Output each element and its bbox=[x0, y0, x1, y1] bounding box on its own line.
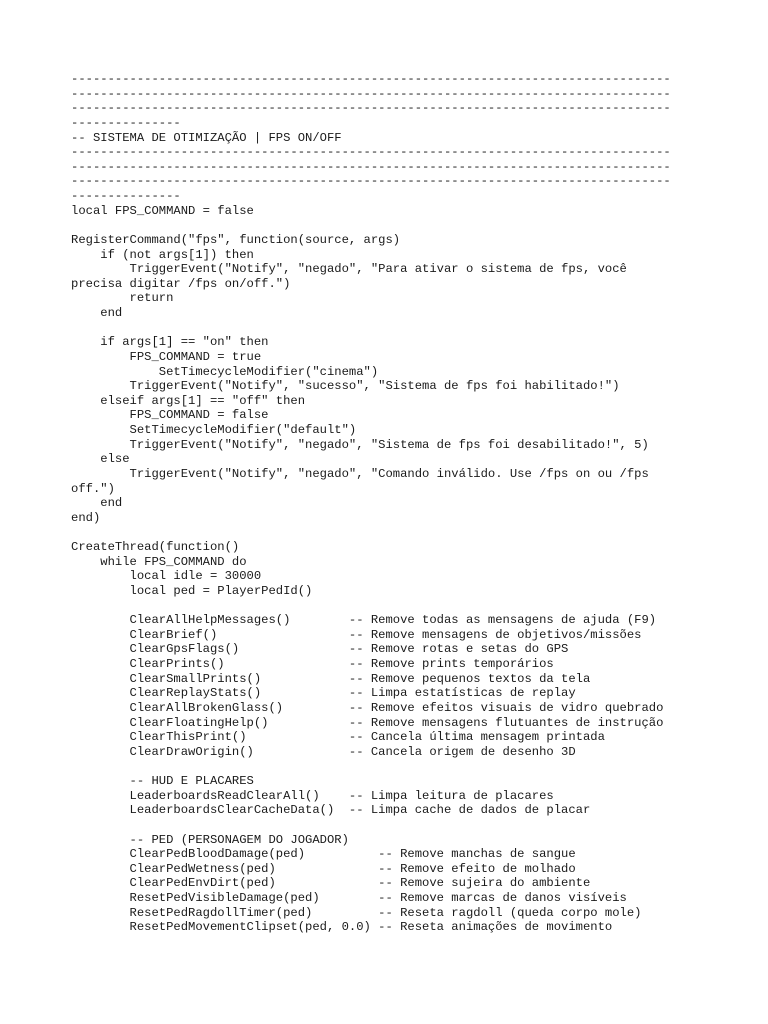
code-line: ---------------------------------------------------------------------------------- bbox=[71, 159, 671, 174]
code-line: precisa digitar /fps on/off.") bbox=[71, 276, 291, 291]
code-line: ---------------------------------------------------------------------------------- bbox=[71, 72, 671, 86]
code-line: --------------- bbox=[71, 189, 181, 203]
code-line: RegisterCommand("fps", function(source, args) bbox=[71, 232, 401, 247]
code-line bbox=[71, 525, 711, 540]
code-line: SetTimecycleModifier("default") bbox=[71, 423, 357, 437]
code-line: local FPS_COMMAND = false bbox=[71, 203, 254, 218]
code-line: ClearAllBrokenGlass() -- Remove efeitos visuais de vidro quebrado bbox=[71, 700, 664, 715]
code-line bbox=[71, 218, 711, 233]
code-line: local idle = 30000 bbox=[71, 569, 262, 584]
code-line bbox=[71, 321, 711, 336]
code-line: else bbox=[71, 452, 130, 467]
code-line: FPS_COMMAND = true bbox=[71, 349, 262, 364]
code-block bbox=[71, 72, 711, 935]
code-line: local ped = PlayerPedId() bbox=[71, 583, 313, 598]
code-line bbox=[71, 759, 711, 774]
code-line: ClearAllHelpMessages() -- Remove todas as mensagens de ajuda (F9) bbox=[71, 613, 657, 628]
code-line: TriggerEvent("Notify", "negado", "Para ativar o sistema de fps, você bbox=[71, 262, 627, 277]
code-line: ClearReplayStats() -- Limpa estatísticas de replay bbox=[71, 686, 576, 701]
code-line: LeaderboardsReadClearAll() -- Limpa leitura de placares bbox=[71, 788, 554, 803]
code-line: off.") bbox=[71, 481, 115, 496]
code-line: SetTimecycleModifier("cinema") bbox=[71, 364, 379, 379]
code-line: FPS_COMMAND = false bbox=[71, 408, 269, 423]
code-line: if args[1] == "on" then bbox=[71, 335, 269, 350]
code-line: ClearGpsFlags() -- Remove rotas e setas do GPS bbox=[71, 642, 569, 657]
code-line: ResetPedVisibleDamage(ped) -- Remove marcas de danos visíveis bbox=[71, 891, 627, 905]
code-line: LeaderboardsClearCacheData() -- Limpa cache de dados de placar bbox=[71, 803, 591, 818]
code-line: ClearPrints() -- Remove prints temporários bbox=[71, 657, 554, 671]
code-line: TriggerEvent("Notify", "sucesso", "Sistema de fps foi habilitado!") bbox=[71, 379, 620, 394]
code-line: while FPS_COMMAND do bbox=[71, 554, 247, 569]
code-line: ---------------------------------------------------------------------------------- bbox=[71, 101, 671, 116]
code-line: end bbox=[71, 306, 123, 320]
code-line: ClearBrief() -- Remove mensagens de objetivos/missões bbox=[71, 627, 642, 642]
code-line: return bbox=[71, 291, 174, 306]
code-line: ClearPedWetness(ped) -- Remove efeito de molhado bbox=[71, 861, 576, 876]
code-line: -- SISTEMA DE OTIMIZAÇÃO | FPS ON/OFF bbox=[71, 130, 342, 145]
code-line: ClearFloatingHelp() -- Remove mensagens flutuantes de instrução bbox=[71, 715, 664, 730]
code-line: CreateThread(function() bbox=[71, 540, 240, 554]
code-line: ClearSmallPrints() -- Remove pequenos textos da tela bbox=[71, 671, 591, 686]
code-line: if (not args[1]) then bbox=[71, 247, 254, 262]
code-line: ---------------------------------------------------------------------------------- bbox=[71, 145, 671, 160]
code-line: ClearDrawOrigin() -- Cancela origem de desenho 3D bbox=[71, 744, 576, 759]
code-line: elseif args[1] == "off" then bbox=[71, 393, 306, 408]
code-line: ClearThisPrint() -- Cancela última mensagem printada bbox=[71, 730, 605, 745]
code-line: ResetPedMovementClipset(ped, 0.0) -- Reseta animações de movimento bbox=[71, 920, 613, 935]
code-line bbox=[71, 818, 711, 833]
code-line: -- PED (PERSONAGEM DO JOGADOR) bbox=[71, 832, 349, 847]
code-line: ---------------------------------------------------------------------------------- bbox=[71, 174, 671, 189]
code-line: ResetPedRagdollTimer(ped) -- Reseta ragdoll (queda corpo mole) bbox=[71, 905, 642, 920]
code-line: ClearPedBloodDamage(ped) -- Remove manchas de sangue bbox=[71, 847, 576, 862]
code-line: TriggerEvent("Notify", "negado", "Sistema de fps foi desabilitado!", 5) bbox=[71, 437, 649, 452]
code-line: end) bbox=[71, 510, 101, 525]
code-line: end bbox=[71, 496, 123, 511]
code-line: -- HUD E PLACARES bbox=[71, 774, 254, 788]
code-line: ---------------------------------------------------------------------------------- bbox=[71, 86, 671, 101]
code-line: --------------- bbox=[71, 115, 181, 130]
code-line: ClearPedEnvDirt(ped) -- Remove sujeira do ambiente bbox=[71, 876, 591, 891]
code-line: TriggerEvent("Notify", "negado", "Comando inválido. Use /fps on ou /fps bbox=[71, 466, 649, 481]
code-line bbox=[71, 599, 711, 614]
